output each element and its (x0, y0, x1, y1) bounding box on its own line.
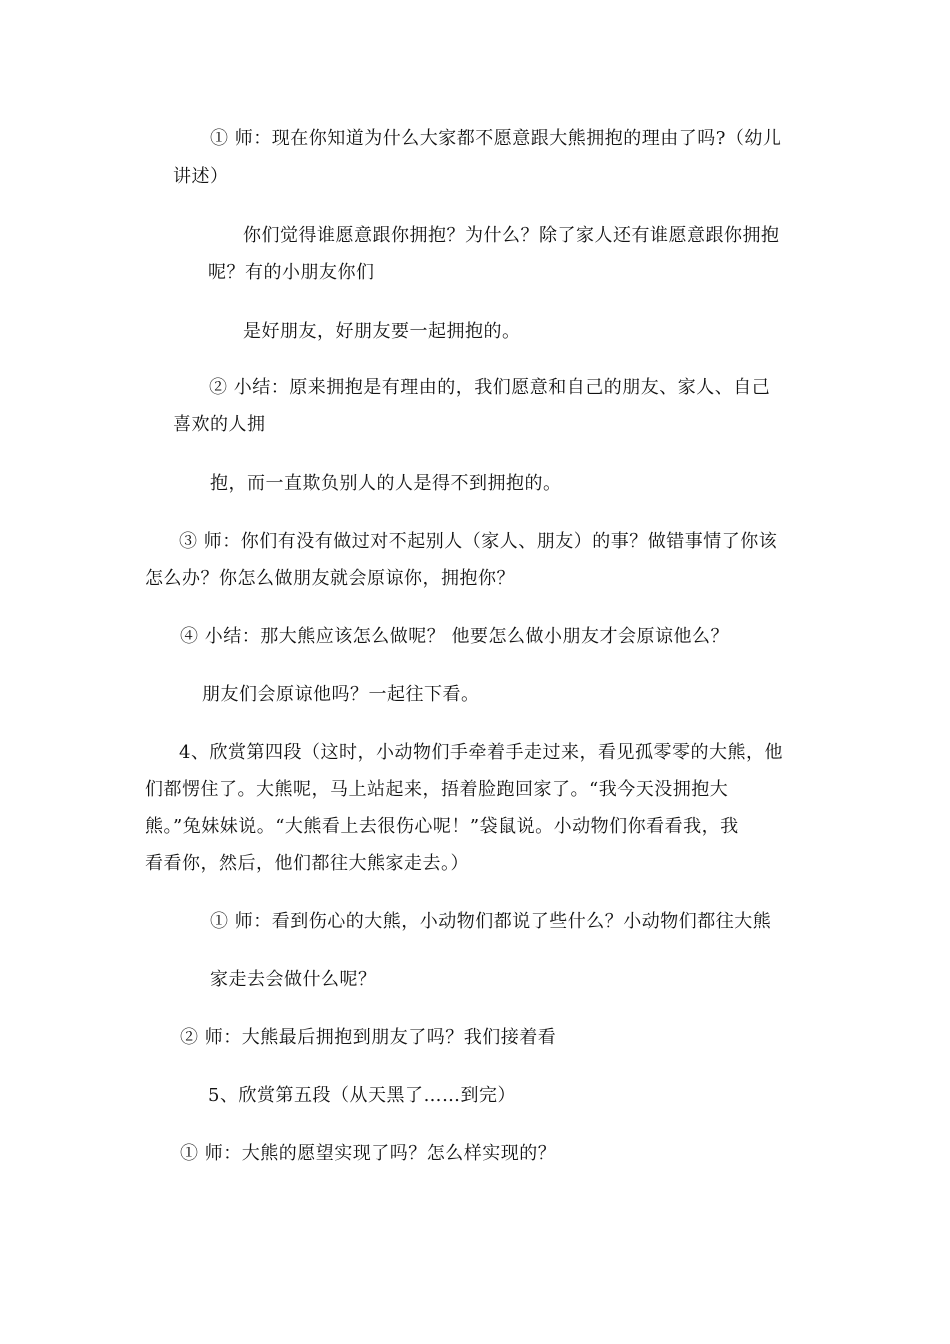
text-line: 喜欢的人拥 (173, 414, 266, 435)
text-line: ① 师：现在你知道为什么大家都不愿意跟大熊拥抱的理由了吗?（幼儿 (210, 128, 782, 149)
text-line: 们都愣住了。大熊呢，马上站起来，捂着脸跑回家了。“我今天没拥抱大 (145, 779, 729, 800)
text-line: ④ 小结：那大熊应该怎么做呢？ 他要怎么做小朋友才会原谅他么？ (180, 626, 729, 647)
text-line: ① 师：看到伤心的大熊，小动物们都说了些什么？小动物们都往大熊 (210, 911, 772, 932)
text-line: 是好朋友，好朋友要一起拥抱的。 (243, 321, 521, 342)
text-line: 怎么办？你怎么做朋友就会原谅你，拥抱你？ (145, 568, 515, 589)
text-line: 讲述） (173, 166, 229, 187)
text-line: 你们觉得谁愿意跟你拥抱？为什么？除了家人还有谁愿意跟你拥抱 (243, 225, 780, 246)
text-line: 看看你，然后，他们都往大熊家走去。） (145, 853, 469, 874)
text-line: 熊。”兔妹妹说。“大熊看上去很伤心呢！”袋鼠说。小动物们你看看我，我 (145, 816, 739, 837)
text-line: 呢？有的小朋友你们 (208, 262, 375, 283)
text-line: 4、欣赏第四段（这时，小动物们手牵着手走过来，看见孤零零的大熊，他 (179, 742, 783, 763)
text-line: ① 师：大熊的愿望实现了吗？怎么样实现的？ (180, 1143, 557, 1164)
text-line: ③ 师：你们有没有做过对不起别人（家人、朋友）的事？做错事情了你该 (179, 531, 778, 552)
text-line: 朋友们会原谅他吗？一起往下看。 (202, 684, 480, 705)
text-line: ② 师：大熊最后拥抱到朋友了吗？我们接着看 (180, 1027, 557, 1048)
text-line: ② 小结：原来拥抱是有理由的，我们愿意和自己的朋友、家人、自己 (209, 377, 771, 398)
text-line: 5、欣赏第五段（从天黑了……到完） (208, 1085, 516, 1106)
text-line: 抱，而一直欺负别人的人是得不到拥抱的。 (210, 473, 562, 494)
text-line: 家走去会做什么呢？ (210, 969, 377, 990)
